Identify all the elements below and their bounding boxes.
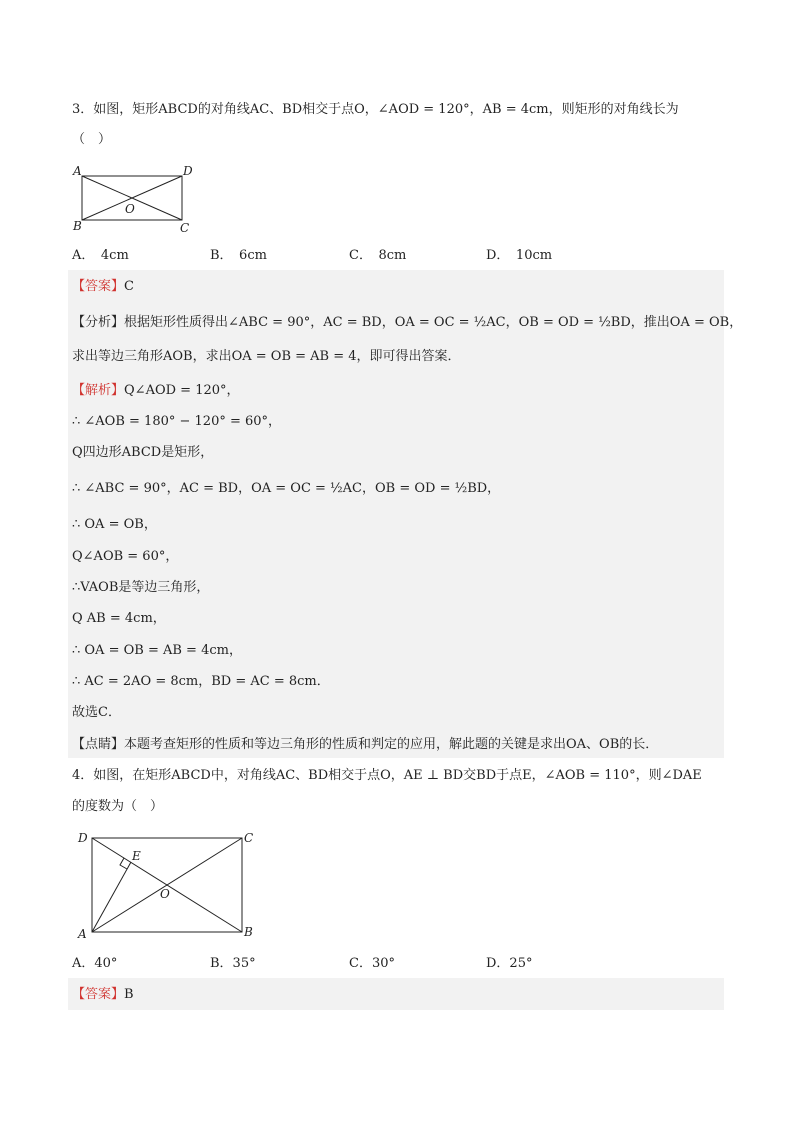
q3-solution-line5: ∴ OA = OB， [72, 517, 157, 532]
q4-option-a: A．40° [72, 956, 118, 971]
q3-label-d: D [183, 164, 193, 178]
q3-answer: C [124, 279, 134, 294]
q3-solution-tag: 【解析】 [72, 383, 125, 398]
q3-label-b: B [73, 219, 82, 233]
q4-answer-line [72, 985, 724, 1005]
q3-solution-line2: ∴ ∠AOB = 180° − 120° = 60°， [72, 414, 282, 429]
q4-option-d: D．25° [486, 956, 533, 971]
q3-solution-line11: 故选C． [72, 705, 121, 720]
q3-analysis-line2: 求出等边三角形AOB，求出OA = OB = AB = 4，即可得出答案． [72, 349, 461, 364]
q4-label-o: O [160, 887, 170, 901]
q3-answer-tag: 【答案】 [72, 279, 125, 294]
q3-comment: 本题考查矩形的性质和等边三角形的性质和判定的应用，解此题的关键是求出OA、OB的长． [124, 737, 659, 752]
q4-answer: B [124, 987, 134, 1002]
q3-solution-line4: ∴ ∠ABC = 90°，AC = BD，OA = OC = ½AC，OB = OD = ½BD， [72, 481, 501, 496]
q4-label-b: B [244, 925, 253, 939]
q3-comment-line [72, 735, 724, 755]
q3-analysis-tag: 【分析】 [72, 315, 125, 330]
q3-solution-line7: ∴VAOB是等边三角形， [72, 580, 210, 595]
q3-option-b: B． 6cm [210, 248, 267, 263]
q3-stem-line1: 3．如图，矩形ABCD的对角线AC、BD相交于点O，∠AOD = 120°，AB = 4cm，则矩形的对角线长为 [72, 102, 679, 117]
q4-option-c: C．30° [349, 956, 395, 971]
q3-label-o: O [125, 202, 135, 216]
q4-label-e: E [132, 849, 141, 863]
q3-solution-line8: Q AB = 4cm， [72, 611, 166, 626]
q3-solution-line6: Q∠AOB = 60°， [72, 549, 179, 564]
q4-stem-line2: 的度数为（ ） [72, 799, 164, 814]
q3-option-d: D． 10cm [486, 248, 553, 263]
q3-solution-line9: ∴ OA = OB = AB = 4cm， [72, 643, 242, 658]
q3-solution-line3: Q四边形ABCD是矩形， [72, 445, 214, 460]
q3-solution-line10: ∴ AC = 2AO = 8cm，BD = AC = 8cm． [72, 674, 330, 689]
q3-figure [70, 160, 200, 238]
q3-solution-line1 [72, 381, 724, 401]
q4-label-c: C [244, 831, 254, 845]
q3-comment-tag: 【点睛】 [72, 737, 125, 752]
q4-label-a: A [78, 927, 87, 941]
q4-answer-tag: 【答案】 [72, 987, 125, 1002]
q3-option-a: A． 4cm [72, 248, 129, 263]
q4-label-d: D [78, 831, 88, 845]
q3-analysis-text1: 根据矩形性质得出∠ABC = 90°，AC = BD，OA = OC = ½AC，OB = OD = ½BD，推出OA = OB， [124, 315, 743, 330]
q3-label-c: C [180, 221, 190, 235]
q3-analysis-line1 [72, 313, 743, 333]
q3-option-c: C． 8cm [349, 248, 407, 263]
q4-stem-line1: 4．如图，在矩形ABCD中，对角线AC、BD相交于点O，AE ⊥ BD交BD于点E，∠AOB = 110°，则∠DAE [72, 768, 702, 783]
q4-figure [74, 826, 266, 942]
q3-answer-line [72, 277, 724, 297]
q4-option-b: B．35° [210, 956, 256, 971]
q3-solution-text1: Q∠AOD = 120°， [124, 383, 240, 398]
q3-label-a: A [73, 164, 82, 178]
q4-segment-ae [92, 862, 131, 932]
q3-stem-line2: （ ） [72, 132, 112, 147]
